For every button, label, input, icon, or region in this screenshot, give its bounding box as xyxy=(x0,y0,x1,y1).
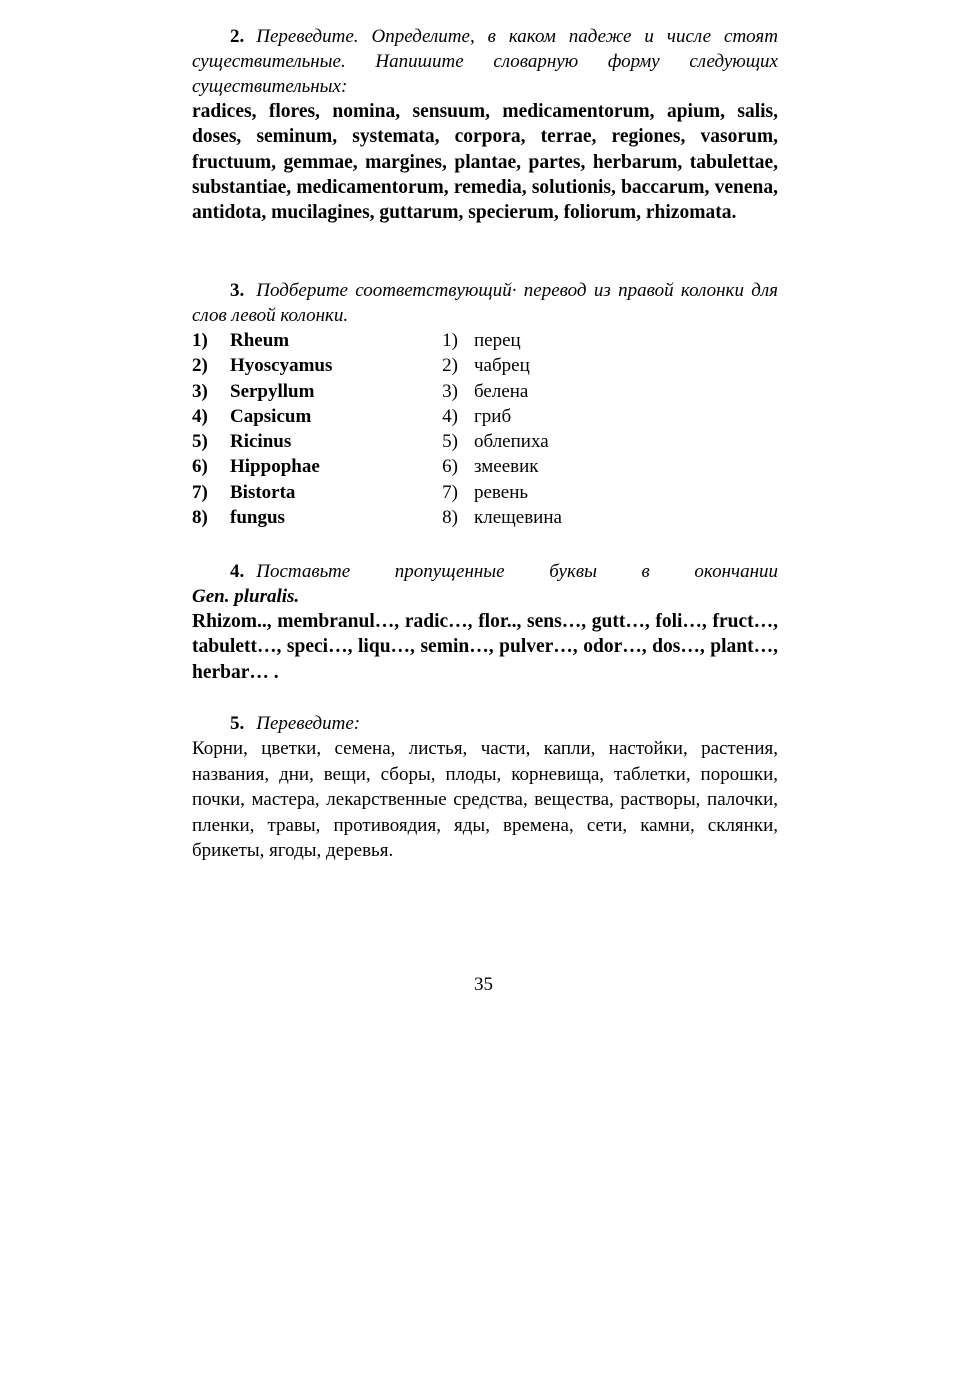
left-item-word: Rheum xyxy=(230,330,290,351)
exercise-5 xyxy=(192,711,778,864)
right-item-number: 5) xyxy=(442,431,458,453)
left-item-word: Hyoscyamus xyxy=(230,355,333,377)
right-item-number: 7) xyxy=(442,481,458,503)
right-item-word: чабрец xyxy=(474,355,530,377)
left-item-number: 7) xyxy=(192,481,208,503)
exercise-3-instruction: Подберите соответствующий· перевод из правой колонки для слов левой колонки. xyxy=(192,280,778,326)
matching-row xyxy=(192,404,778,429)
right-item-word: гриб xyxy=(474,405,512,427)
left-item-number: 2) xyxy=(192,355,208,377)
exercise-4-instruction: Поставьте пропущенные буквы в окончании xyxy=(256,561,778,582)
right-item-number: 2) xyxy=(442,355,458,377)
exercise-5-number: 5. xyxy=(230,713,245,734)
exercise-4 xyxy=(192,559,778,685)
exercise-4-word-list: Rhizom.., membranul…, radic…, flor.., sens…, gutt…, foli…, fruct…, tabulett…, speci…, liqu…, semin…, pulver…, odor…, dos…, plant…, herbar… . xyxy=(192,611,778,683)
exercise-2-number: 2. xyxy=(230,26,245,47)
left-item-word: Serpyllum xyxy=(230,380,315,402)
left-item-number: 8) xyxy=(192,507,208,529)
left-item-word: fungus xyxy=(230,507,285,529)
matching-row xyxy=(192,454,778,479)
exercise-3-heading xyxy=(192,278,778,328)
right-item-word: перец xyxy=(474,330,521,351)
exercise-2-instruction: Переведите. Определите, в каком падеже и числе стоят существительные. Напишите словарную форму следующих существительных: xyxy=(192,26,778,97)
right-item-word: ревень xyxy=(474,481,529,503)
left-item-number: 5) xyxy=(192,431,208,453)
left-item-word: Ricinus xyxy=(230,431,292,453)
left-item-word: Hippophae xyxy=(230,456,320,478)
exercise-3-number: 3. xyxy=(230,280,245,301)
left-item-word: Bistorta xyxy=(230,481,296,503)
page-number: 35 xyxy=(474,974,493,995)
exercise-4-heading xyxy=(192,559,778,584)
exercise-3 xyxy=(192,278,778,530)
right-item-number: 6) xyxy=(442,456,458,478)
exercise-2-heading xyxy=(192,24,778,99)
left-item-word: Capsicum xyxy=(230,405,312,427)
right-item-word: белена xyxy=(474,380,529,402)
exercise-4-number: 4. xyxy=(230,561,245,582)
exercise-2 xyxy=(192,24,778,225)
exercise-4-gen-label: Gen. pluralis. xyxy=(192,586,300,607)
right-item-number: 3) xyxy=(442,380,458,402)
matching-row xyxy=(192,353,778,378)
right-item-number: 8) xyxy=(442,507,458,529)
matching-row xyxy=(192,480,778,505)
right-item-word: облепиха xyxy=(474,431,549,453)
matching-row xyxy=(192,328,778,353)
left-item-number: 3) xyxy=(192,380,208,402)
matching-row xyxy=(192,505,778,530)
matching-table xyxy=(192,328,778,530)
matching-row xyxy=(192,429,778,454)
right-item-word: змеевик xyxy=(474,456,539,478)
left-item-number: 1) xyxy=(192,330,208,351)
right-item-number: 1) xyxy=(442,330,458,351)
exercise-5-instruction: Переведите: xyxy=(256,713,361,734)
right-item-word: клещевина xyxy=(474,507,562,529)
left-item-number: 6) xyxy=(192,456,208,478)
exercise-2-word-list: radices, flores, nomina, sensuum, medicamentorum, apium, salis, doses, seminum, systemata, corpora, terrae, regiones, vasorum, fructuum, gemmae, margines, plantae, partes, herbarum, tabulettae, substantiae, medicamentorum, remedia, solutionis, baccarum, venena, antidota, mucilagines, guttarum, specierum, foliorum, rhizomata. xyxy=(192,101,778,224)
exercise-5-text: Корни, цветки, семена, листья, части, капли, настойки, растения, названия, дни, вещи, сборы, плоды, корневища, таблетки, порошки, почки, мастера, лекарственные средства, вещества, растворы, палочки, пленки, травы, противоядия, яды, времена, сети, камни, склянки, брикеты, ягоды, деревья. xyxy=(192,738,778,861)
exercise-5-heading xyxy=(192,711,778,736)
left-item-number: 4) xyxy=(192,405,208,427)
right-item-number: 4) xyxy=(442,405,458,427)
matching-row xyxy=(192,379,778,404)
